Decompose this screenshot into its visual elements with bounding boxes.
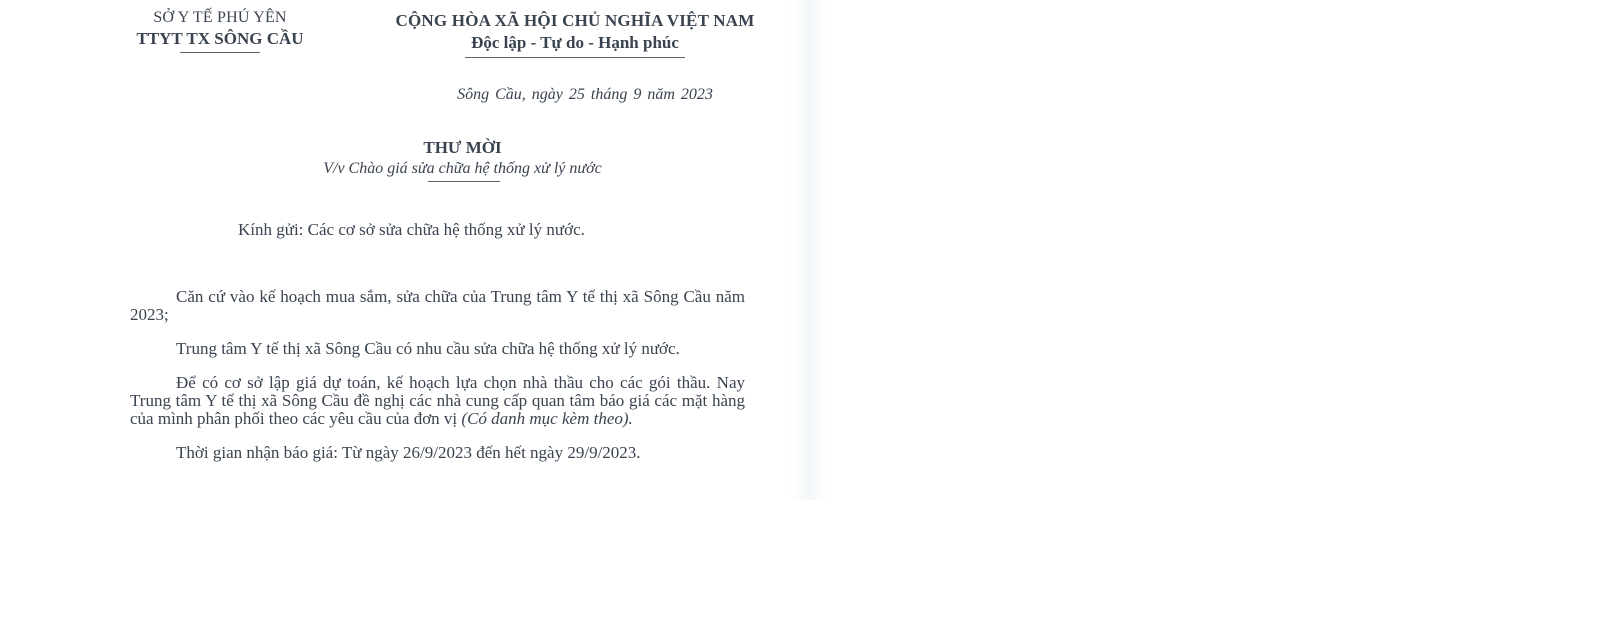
document-subject: V/v Chào giá sửa chữa hệ thống xử lý nước bbox=[323, 160, 602, 177]
body-paragraph-deadline: Thời gian nhận báo giá: Từ ngày 26/9/2023 đến hết ngày 29/9/2023. bbox=[176, 443, 641, 462]
body-paragraph-need: Trung tâm Y tế thị xã Sông Cầu có nhu cầu sửa chữa hệ thống xử lý nước. bbox=[176, 339, 680, 358]
body-paragraph-request bbox=[130, 374, 745, 428]
agency-name: TTYT TX SÔNG CẦU bbox=[136, 29, 304, 48]
recipient-line: Kính gửi: Các cơ sở sửa chữa hệ thống xử lý nước. bbox=[238, 220, 585, 239]
nation-name: CỘNG HÒA XÃ HỘI CHỦ NGHĨA VIỆT NAM bbox=[395, 11, 755, 30]
issuing-agency bbox=[120, 8, 320, 53]
document-title: THƯ MỜI bbox=[423, 138, 502, 157]
document-body bbox=[130, 288, 745, 478]
body-paragraph-basis: Căn cứ vào kế hoạch mua sắm, sửa chữa của Trung tâm Y tế thị xã Sông Cầu năm 2023; bbox=[130, 287, 745, 324]
national-heading bbox=[385, 10, 765, 58]
motto-underline bbox=[465, 57, 685, 58]
agency-parent: SỞ Y TẾ PHÚ YÊN bbox=[153, 9, 287, 26]
request-text: Để có cơ sở lập giá dự toán, kế hoạch lựa chọn nhà thầu cho các gói thầu. Nay Trung tâm Y tế thị xã Sông Cầu đề nghị các nhà cung cấp quan tâm báo giá các mặt hàng của mình phân phối theo các yêu cầu của đơn vị bbox=[130, 373, 745, 428]
scan-edge-shadow bbox=[790, 0, 830, 500]
nation-motto: Độc lập - Tự do - Hạnh phúc bbox=[471, 33, 679, 52]
request-attachment-note: (Có danh mục kèm theo). bbox=[461, 409, 633, 428]
agency-underline bbox=[180, 52, 260, 53]
place-date: Sông Cầu, ngày 25 tháng 9 năm 2023 bbox=[457, 86, 713, 103]
subject-underline bbox=[428, 181, 500, 182]
